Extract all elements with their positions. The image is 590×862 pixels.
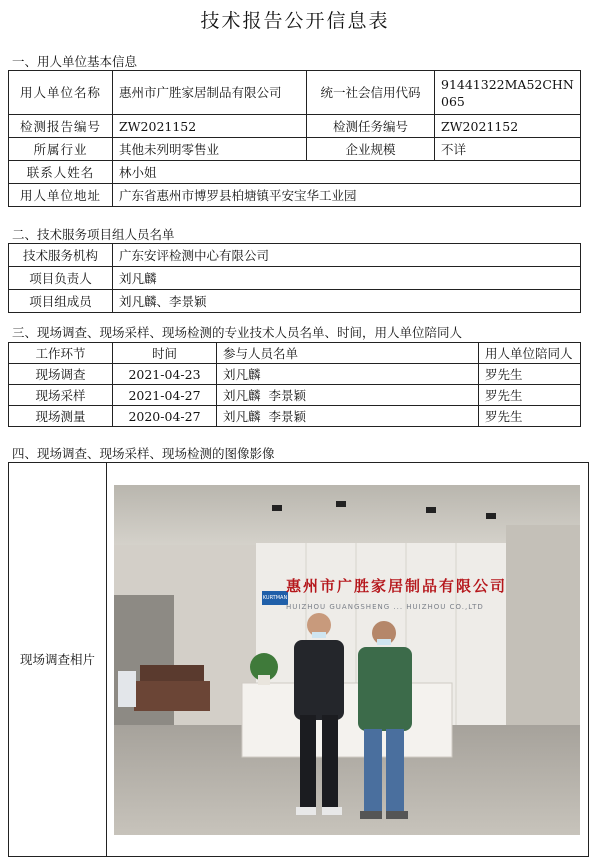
cell-escort: 罗先生 bbox=[479, 364, 581, 385]
label-scale: 企业规模 bbox=[307, 138, 435, 161]
label-service-org: 技术服务机构 bbox=[9, 244, 113, 267]
section4-heading: 四、现场调查、现场采样、现场检测的图像影像 bbox=[12, 446, 275, 461]
table-row bbox=[9, 267, 581, 290]
value-industry: 其他未列明零售业 bbox=[113, 138, 307, 161]
table-row bbox=[9, 406, 581, 427]
cell-people: 刘凡麟 李景颖 bbox=[217, 406, 479, 427]
cell-stage: 现场调查 bbox=[9, 364, 113, 385]
table-row bbox=[9, 115, 581, 138]
column-header-stage: 工作环节 bbox=[9, 343, 113, 364]
label-report-number: 检测报告编号 bbox=[9, 115, 113, 138]
wall-logo: KURTMAN bbox=[262, 591, 288, 605]
employer-info-table bbox=[8, 70, 581, 207]
wall-sign-subtext: HUIZHOU GUANGSHENG ... HUIZHOU CO.,LTD bbox=[286, 602, 484, 611]
value-report-number: ZW2021152 bbox=[113, 115, 307, 138]
value-team-members: 刘凡麟、李景颖 bbox=[113, 290, 581, 313]
table-row bbox=[9, 463, 589, 857]
cell-date: 2021-04-27 bbox=[113, 385, 217, 406]
cell-escort: 罗先生 bbox=[479, 406, 581, 427]
cell-stage: 现场测量 bbox=[9, 406, 113, 427]
section3-heading: 三、现场调查、现场采样、现场检测的专业技术人员名单、时间，用人单位陪同人 bbox=[12, 325, 463, 340]
label-employer-name: 用人单位名称 bbox=[9, 71, 113, 115]
label-credit-code: 统一社会信用代码 bbox=[307, 71, 435, 115]
cell-date: 2020-04-27 bbox=[113, 406, 217, 427]
value-project-lead: 刘凡麟 bbox=[113, 267, 581, 290]
value-service-org: 广东安评检测中心有限公司 bbox=[113, 244, 581, 267]
photo-illustration bbox=[114, 485, 580, 835]
column-header-people: 参与人员名单 bbox=[217, 343, 479, 364]
value-credit-code: 91441322MA52CHN065 bbox=[435, 71, 581, 115]
label-contact: 联系人姓名 bbox=[9, 161, 113, 184]
table-row bbox=[9, 290, 581, 313]
site-survey-photo bbox=[114, 485, 580, 835]
cell-people: 刘凡麟 李景颖 bbox=[217, 385, 479, 406]
table-header-row bbox=[9, 343, 581, 364]
value-employer-name: 惠州市广胜家居制品有限公司 bbox=[113, 71, 307, 115]
fieldwork-table bbox=[8, 342, 581, 427]
column-header-escort: 用人单位陪同人 bbox=[479, 343, 581, 364]
section1-heading: 一、用人单位基本信息 bbox=[12, 54, 138, 69]
table-row bbox=[9, 71, 581, 115]
table-row bbox=[9, 364, 581, 385]
cell-escort: 罗先生 bbox=[479, 385, 581, 406]
table-row bbox=[9, 244, 581, 267]
table-row bbox=[9, 385, 581, 406]
cell-people: 刘凡麟 bbox=[217, 364, 479, 385]
section2-heading: 二、技术服务项目组人员名单 bbox=[12, 227, 175, 242]
cell-stage: 现场采样 bbox=[9, 385, 113, 406]
column-header-date: 时间 bbox=[113, 343, 217, 364]
table-row bbox=[9, 138, 581, 161]
label-project-lead: 项目负责人 bbox=[9, 267, 113, 290]
value-address: 广东省惠州市博罗县柏塘镇平安宝华工业园 bbox=[113, 184, 581, 207]
table-row bbox=[9, 184, 581, 207]
photo-cell bbox=[107, 463, 589, 857]
label-industry: 所属行业 bbox=[9, 138, 113, 161]
table-row bbox=[9, 161, 581, 184]
value-contact: 林小姐 bbox=[113, 161, 581, 184]
value-scale: 不详 bbox=[435, 138, 581, 161]
value-task-number: ZW2021152 bbox=[435, 115, 581, 138]
wall-sign-text: 惠州市广胜家居制品有限公司 bbox=[286, 576, 508, 595]
label-photo: 现场调查相片 bbox=[9, 463, 107, 857]
page-title: 技术报告公开信息表 bbox=[200, 10, 390, 32]
team-table bbox=[8, 243, 581, 313]
label-task-number: 检测任务编号 bbox=[307, 115, 435, 138]
cell-date: 2021-04-23 bbox=[113, 364, 217, 385]
label-address: 用人单位地址 bbox=[9, 184, 113, 207]
image-table bbox=[8, 462, 589, 857]
label-team-members: 项目组成员 bbox=[9, 290, 113, 313]
